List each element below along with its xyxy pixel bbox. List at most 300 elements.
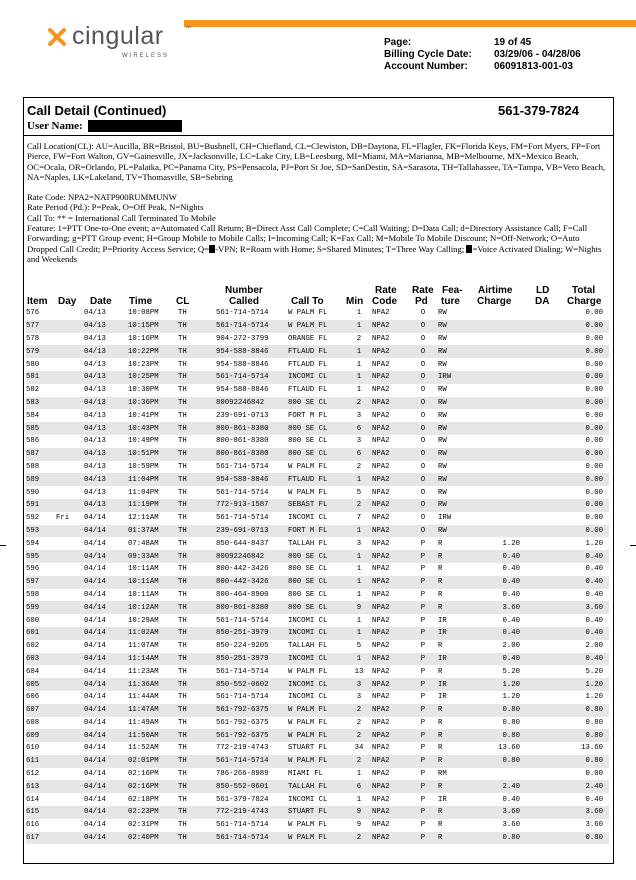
cell-rate-code: NPA2	[372, 642, 390, 651]
cell-cl: TH	[178, 550, 216, 563]
cell-call-to: STUART FL	[288, 744, 328, 753]
cell-number-called: 850-552-0601	[216, 780, 288, 793]
cell-date: 04/13	[84, 345, 128, 358]
cell-min: 6	[346, 448, 372, 461]
cell-number-called: 850-251-3979	[216, 653, 288, 666]
cell-rate-code: NPA2	[372, 795, 390, 804]
cell-date: 04/14	[84, 539, 106, 548]
table-row	[26, 345, 609, 358]
cell-feature: RW	[438, 488, 447, 497]
cell-total-charge: 0.00	[552, 473, 609, 486]
cell-min: 1	[356, 770, 362, 779]
cell-min: 13	[354, 667, 364, 676]
cell-ld-da	[526, 768, 552, 781]
col-rate-pd-top: Rate	[412, 285, 434, 296]
cell-total-charge: 0.80	[585, 718, 603, 727]
cell-total-charge: 0.00	[585, 514, 603, 523]
col-feature-top: Fea-	[442, 285, 463, 296]
cell-day	[56, 422, 84, 435]
cell-date: 04/14	[84, 718, 106, 727]
cell-number-called: 954-588-8846	[216, 473, 288, 486]
cell-number-called: 772-913-1587	[216, 499, 288, 512]
cell-total-charge: 13.60	[581, 744, 603, 753]
cell-min: 1	[346, 525, 372, 538]
cell-cl: TH	[178, 653, 216, 666]
legend-call-to: Call To: ** = International Call Terminated To Mobile	[27, 212, 216, 223]
col-airtime-bottom: Charge	[477, 296, 512, 307]
legend-call-location: Call Location(CL): AU=Aucilla, BR=Bristol, BU=Bushnell, CH=Chiefland, CL=Clewiston, DB=Daytona, FL=Flagler, FK=Florida Keys, FM=Fort Myers, FP=Fort Pierce, FW=Fort Walton, GV=Gainesville, JX=Jacksonville, LC=Lake City, LB=Leesburg, MI=Miami, MA=Marianna, MB=Melbourne, MX=Mexico Beach, OC=Ocala, OR=Orlando, PL=Palatka, PC=Panama City, PS=Pensacola, PJ=Port St Joe, SD=SanDestin, SA=Sarasota, TH=Tallahassee, TA=Tampa, VB=Vero Beach, NA=Naples, LK=Lakeland, TV=Thomasville, SB=Sebring	[27, 141, 606, 182]
cell-rate-code: NPA2	[372, 780, 408, 793]
cell-date: 04/14	[84, 525, 128, 538]
cell-number-called: 561-714-5714	[216, 320, 288, 333]
cell-day	[56, 345, 84, 358]
cell-rate-pd: P	[420, 616, 426, 625]
cell-airtime-charge: 0.40	[502, 795, 520, 804]
cell-ld-da	[526, 640, 552, 653]
cell-airtime-charge: 0.40	[472, 627, 526, 640]
cell-call-to: 800 SE CL	[288, 448, 346, 461]
cell-ld-da	[526, 358, 552, 371]
cell-day	[56, 678, 84, 691]
cell-rate-pd: O	[408, 499, 438, 512]
cell-item: 603	[26, 653, 56, 666]
cell-day	[56, 614, 84, 627]
table-row	[26, 832, 609, 845]
cell-item: 579	[26, 345, 56, 358]
cell-rate-pd: P	[408, 678, 438, 691]
cell-feature: R	[438, 806, 472, 819]
cell-ld-da	[526, 806, 552, 819]
cell-ld-da	[526, 563, 552, 576]
cell-number-called: 561-714-5714	[216, 462, 269, 471]
cell-rate-code: NPA2	[372, 821, 390, 830]
cell-ld-da	[526, 793, 552, 806]
col-total-top: Total	[572, 285, 596, 296]
cell-time: 11:19PM	[128, 499, 178, 512]
cell-rate-pd: P	[420, 667, 426, 676]
cell-airtime-charge	[472, 397, 526, 410]
col-rate-code-bottom: Code	[372, 296, 397, 307]
legend-feature-part-2: -VPN; R=Roam with Home; S=Shared Minutes; T=Three Way Calling;	[215, 243, 467, 254]
cell-min: 1	[356, 565, 362, 574]
cell-rate-pd: O	[420, 309, 426, 318]
cell-min: 2	[346, 832, 372, 845]
cell-date: 04/13	[84, 386, 106, 395]
cell-airtime-charge: 3.60	[502, 821, 520, 830]
table-row	[26, 307, 609, 320]
cell-call-to: 800 SE CL	[288, 590, 328, 599]
cell-rate-pd: P	[420, 795, 426, 804]
cell-feature: IR	[438, 693, 447, 702]
cell-min: 9	[346, 806, 372, 819]
cell-cl: TH	[178, 678, 216, 691]
cell-date: 04/14	[84, 780, 128, 793]
legend-rate-period: Rate Period (Pd.): P=Peak, O=Off Peak, N=Nights	[27, 202, 204, 213]
cell-rate-code: NPA2	[372, 539, 390, 548]
cell-item: 600	[26, 616, 40, 625]
cell-date: 04/14	[84, 832, 128, 845]
cell-ld-da	[526, 473, 552, 486]
table-row	[26, 358, 609, 371]
table-row	[26, 768, 609, 781]
cell-cl: TH	[178, 601, 216, 614]
cell-total-charge: 0.00	[585, 386, 603, 395]
cell-feature: IR	[438, 653, 472, 666]
cell-time: 10:36PM	[128, 397, 178, 410]
cell-min: 6	[346, 422, 372, 435]
cell-cl: TH	[178, 718, 187, 727]
cell-rate-pd: P	[408, 729, 438, 742]
cell-rate-pd: P	[408, 576, 438, 589]
cell-min: 2	[356, 462, 362, 471]
table-row	[26, 397, 609, 410]
cell-time: 11:23AM	[128, 667, 159, 676]
cell-rate-pd: P	[408, 832, 438, 845]
cell-cl: TH	[178, 795, 187, 804]
cell-number-called: 561-792-6375	[216, 718, 269, 727]
cell-rate-code: NPA2	[372, 693, 390, 702]
cell-number-called: 800-861-8380	[216, 422, 288, 435]
cell-cl: TH	[178, 499, 216, 512]
cell-time: 11:04PM	[128, 488, 159, 497]
cell-time: 11:49AM	[128, 718, 159, 727]
cell-airtime-charge	[472, 525, 526, 538]
cell-item: 586	[26, 437, 40, 446]
section-phone-number: 561-379-7824	[498, 103, 579, 118]
cell-rate-pd: O	[408, 525, 438, 538]
cell-ld-da	[526, 704, 552, 717]
cell-number-called: 561-714-5714	[216, 514, 269, 523]
cell-day	[56, 448, 84, 461]
cell-day	[56, 806, 84, 819]
cell-ld-da	[526, 589, 552, 602]
cell-ld-da	[526, 537, 552, 550]
cell-total-charge: 0.00	[552, 320, 609, 333]
cell-airtime-charge: 0.80	[472, 755, 526, 768]
cell-min: 1	[346, 653, 372, 666]
cell-feature: IR	[438, 678, 472, 691]
cell-number-called: 561-714-5714	[216, 488, 269, 497]
cell-time: 10:43PM	[128, 422, 178, 435]
cell-day	[56, 780, 84, 793]
cell-day	[56, 525, 84, 538]
cell-number-called: 954-588-8846	[216, 386, 269, 395]
cell-feature: RW	[438, 360, 447, 369]
cell-cl: TH	[178, 744, 187, 753]
cell-cl: TH	[178, 539, 187, 548]
cell-call-to: FTLAUD FL	[288, 360, 328, 369]
account-number-value: 06091813-001-03	[494, 61, 573, 72]
cell-item: 606	[26, 693, 40, 702]
cell-rate-code: NPA2	[372, 729, 408, 742]
cell-total-charge: 0.00	[585, 462, 603, 471]
cell-day	[56, 653, 84, 666]
cell-item: 587	[26, 448, 56, 461]
cell-item: 580	[26, 360, 40, 369]
cell-call-to: W PALM FL	[288, 755, 346, 768]
cell-cl: TH	[178, 821, 187, 830]
cell-number-called: 800-442-3426	[216, 576, 288, 589]
cell-feature: R	[438, 601, 472, 614]
cell-item: 593	[26, 525, 56, 538]
cell-airtime-charge	[472, 486, 526, 499]
cell-day	[56, 550, 84, 563]
cell-day	[56, 704, 84, 717]
cell-item: 607	[26, 704, 56, 717]
cell-ld-da	[526, 665, 552, 678]
cell-min: 5	[356, 642, 362, 651]
cell-day	[56, 486, 84, 499]
cell-total-charge: 0.00	[552, 345, 609, 358]
cell-rate-pd: P	[408, 806, 438, 819]
cell-number-called: 800-861-8380	[216, 601, 288, 614]
cell-total-charge: 0.00	[552, 525, 609, 538]
cell-rate-pd: O	[408, 320, 438, 333]
cell-airtime-charge: 0.80	[502, 718, 520, 727]
table-row	[26, 601, 609, 614]
cell-ld-da	[526, 512, 552, 525]
cell-time: 02:18PM	[128, 795, 159, 804]
cell-min: 2	[346, 755, 372, 768]
cell-item: 611	[26, 755, 56, 768]
cell-number-called: 561-714-5714	[216, 667, 269, 676]
cell-rate-pd: P	[408, 627, 438, 640]
cell-cl: TH	[178, 780, 216, 793]
table-row	[26, 589, 609, 602]
cell-item: 609	[26, 729, 56, 742]
table-row	[26, 461, 609, 474]
col-time: Time	[129, 296, 153, 307]
cell-feature: R	[438, 590, 443, 599]
cell-number-called: 850-552-0602	[216, 678, 288, 691]
cell-time: 09:33AM	[128, 550, 178, 563]
cell-item: 605	[26, 678, 56, 691]
table-row	[26, 704, 609, 717]
cell-total-charge: 0.00	[585, 360, 603, 369]
cell-item: 598	[26, 590, 40, 599]
cell-call-to: W PALM FL	[288, 832, 346, 845]
cell-day	[56, 537, 84, 550]
cell-call-to: INCOMI CL	[288, 678, 346, 691]
cell-day	[56, 717, 84, 730]
cell-rate-pd: P	[408, 653, 438, 666]
cell-day	[56, 601, 84, 614]
cell-min: 3	[346, 678, 372, 691]
cell-call-to: W PALM FL	[288, 821, 328, 830]
cell-feature: R	[438, 744, 443, 753]
cell-total-charge: 0.00	[585, 334, 603, 343]
cell-call-to: W PALM FL	[288, 667, 328, 676]
cell-date: 04/14	[84, 550, 128, 563]
cell-call-to: FORT M FL	[288, 411, 328, 420]
cell-min: 1	[356, 590, 362, 599]
call-rows	[26, 307, 609, 844]
cell-date: 04/14	[84, 514, 106, 523]
cell-call-to: W PALM FL	[288, 320, 346, 333]
cell-rate-code: NPA2	[372, 345, 408, 358]
cell-cl: TH	[178, 642, 187, 651]
cell-feature: RW	[438, 422, 472, 435]
cell-ld-da	[526, 448, 552, 461]
cell-number-called: 850-644-8437	[216, 539, 269, 548]
cell-cl: TH	[178, 514, 187, 523]
cell-cl: TH	[178, 565, 187, 574]
cell-number-called: 561-379-7824	[216, 795, 269, 804]
cell-rate-code: NPA2	[372, 448, 408, 461]
cell-cl: TH	[178, 627, 216, 640]
cell-cl: TH	[178, 576, 216, 589]
cell-rate-pd: O	[420, 411, 426, 420]
cell-feature: IR	[438, 795, 447, 804]
cell-day	[56, 691, 84, 704]
cell-date: 04/14	[84, 653, 128, 666]
cell-airtime-charge: 1.20	[502, 539, 520, 548]
cell-rate-code: NPA2	[372, 525, 408, 538]
cell-rate-pd: O	[420, 462, 426, 471]
cell-total-charge: 0.00	[552, 499, 609, 512]
cell-day	[56, 563, 84, 576]
cell-ld-da	[526, 397, 552, 410]
cell-number-called: 786-266-8989	[216, 770, 269, 779]
cell-rate-code: NPA2	[372, 411, 390, 420]
cell-rate-pd: P	[420, 693, 426, 702]
legend-feature	[27, 223, 612, 264]
cell-total-charge: 0.00	[552, 422, 609, 435]
cell-rate-pd: O	[408, 397, 438, 410]
cell-ld-da	[526, 627, 552, 640]
cell-rate-pd: P	[408, 550, 438, 563]
col-cl: CL	[176, 296, 190, 307]
cell-date: 04/13	[84, 360, 106, 369]
cell-min: 6	[346, 780, 372, 793]
cell-ld-da	[526, 576, 552, 589]
cell-airtime-charge: 0.40	[472, 653, 526, 666]
cell-total-charge: 1.20	[585, 539, 603, 548]
user-name-label: User Name:	[27, 120, 83, 132]
cell-ld-da	[526, 832, 552, 845]
cell-call-to: STUART FL	[288, 806, 346, 819]
cell-time: 10:12AM	[128, 601, 178, 614]
cell-number-called: 800-442-3426	[216, 565, 269, 574]
cell-ld-da	[526, 601, 552, 614]
cell-min: 1	[356, 616, 362, 625]
cell-cl: TH	[178, 422, 216, 435]
cell-item: 591	[26, 499, 56, 512]
cell-number-called: 561-714-5714	[216, 755, 288, 768]
cell-ld-da	[526, 371, 552, 384]
table-row	[26, 717, 609, 730]
cell-time: 10:23PM	[128, 360, 159, 369]
cell-feature: R	[438, 718, 443, 727]
cell-date: 04/13	[84, 448, 128, 461]
section-divider	[23, 135, 614, 136]
cell-number-called: 561-714-5714	[216, 371, 288, 384]
cell-time: 02:16PM	[128, 770, 159, 779]
cell-time: 12:11AM	[128, 514, 159, 523]
cell-rate-code: NPA2	[372, 627, 408, 640]
cell-total-charge: 3.60	[585, 821, 603, 830]
cell-total-charge: 3.60	[552, 806, 609, 819]
cell-min: 7	[356, 514, 362, 523]
cell-feature: RW	[438, 473, 472, 486]
cell-rate-pd: P	[408, 755, 438, 768]
cell-total-charge: 5.20	[585, 667, 603, 676]
cell-airtime-charge	[472, 461, 526, 474]
cell-ld-da	[526, 614, 552, 627]
cell-rate-code: NPA2	[372, 718, 390, 727]
cell-total-charge: 0.40	[585, 616, 603, 625]
cell-day	[56, 627, 84, 640]
table-row	[26, 371, 609, 384]
cell-total-charge: 0.40	[585, 590, 603, 599]
cell-feature: R	[438, 780, 472, 793]
col-rate-pd-bottom: Pd	[415, 296, 428, 307]
legend-feature-part-1: Feature: 1=PTT One-to-One event; a=Automated Call Return; B=Direct Asst Call Complete; C=Call Waiting; D=Data Call; d=Directory Assistance Call; F=Call Forwarding; g=PTT Group event; H=Group Mobile to Mobile Calls; I=Incoming Call; K=Fax Call; M=Mobile To Mobile Discount; N=Off-Network; O=Auto Dropped Call Credit; P=Priority Access Service; Q=	[27, 223, 588, 254]
cell-number-called: 561-792-6375	[216, 729, 288, 742]
col-date: Date	[90, 296, 112, 307]
cell-item: 589	[26, 473, 56, 486]
cell-airtime-charge: 1.20	[472, 678, 526, 691]
cell-time: 10:29AM	[128, 616, 159, 625]
cell-item: 597	[26, 576, 56, 589]
cell-ld-da	[526, 717, 552, 730]
table-row	[26, 384, 609, 397]
cell-date: 04/14	[84, 616, 106, 625]
cell-airtime-charge: 0.80	[472, 832, 526, 845]
cell-rate-code: NPA2	[372, 704, 408, 717]
cell-day	[56, 793, 84, 806]
cell-date: 04/14	[84, 627, 128, 640]
cell-number-called: 239-691-0713	[216, 525, 288, 538]
cell-cl: TH	[178, 334, 187, 343]
cell-item: 610	[26, 744, 40, 753]
cell-feature: R	[438, 576, 472, 589]
cell-rate-code: NPA2	[372, 806, 408, 819]
cell-rate-pd: P	[420, 565, 426, 574]
cell-day	[56, 473, 84, 486]
cell-min: 1	[346, 627, 372, 640]
cell-rate-code: NPA2	[372, 653, 408, 666]
cell-call-to: W PALM FL	[288, 718, 328, 727]
cell-call-to: W PALM FL	[288, 309, 328, 318]
cell-date: 04/14	[84, 642, 106, 651]
cell-item: 585	[26, 422, 56, 435]
cell-time: 11:44AM	[128, 693, 159, 702]
cell-item: 590	[26, 488, 40, 497]
cell-rate-code: NPA2	[372, 576, 408, 589]
cell-feature: R	[438, 729, 472, 742]
cell-date: 04/13	[84, 309, 106, 318]
cell-rate-pd: P	[420, 718, 426, 727]
table-row	[26, 653, 609, 666]
cell-total-charge: 0.40	[552, 653, 609, 666]
cell-day	[56, 819, 84, 832]
cell-ld-da	[526, 653, 552, 666]
cell-day	[56, 768, 84, 781]
cell-airtime-charge: 0.80	[472, 729, 526, 742]
cell-min: 2	[346, 397, 372, 410]
cell-feature: RM	[438, 770, 447, 779]
cell-airtime-charge: 0.40	[472, 550, 526, 563]
cell-call-to: FTLAUD FL	[288, 345, 346, 358]
cell-time: 10:08PM	[128, 309, 159, 318]
cell-item: 614	[26, 795, 40, 804]
cell-rate-code: NPA2	[372, 667, 390, 676]
cell-ld-da	[526, 409, 552, 422]
cell-item: 581	[26, 371, 56, 384]
cell-cl: TH	[178, 397, 216, 410]
cell-item: 601	[26, 627, 56, 640]
